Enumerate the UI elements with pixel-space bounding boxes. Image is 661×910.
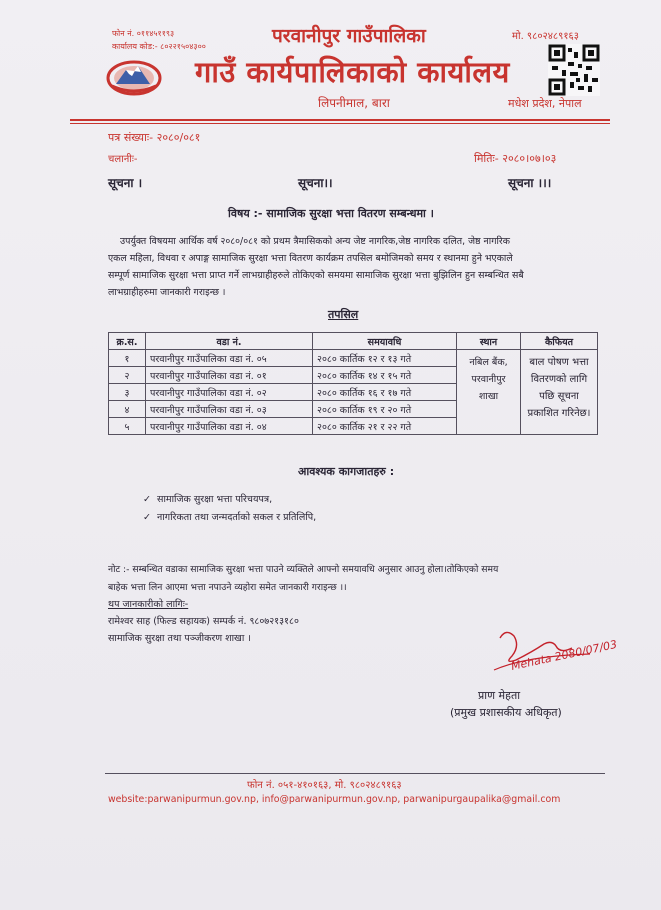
notice-label-2: सूचना।। bbox=[298, 176, 333, 190]
column-header-sn: क्र.स. bbox=[109, 333, 146, 350]
column-header-period: समयावधि bbox=[313, 333, 457, 350]
signature-text: Mehata 2080/07/03 bbox=[509, 637, 619, 673]
table-row bbox=[109, 350, 598, 367]
signatory-name: प्राण मेहता bbox=[478, 689, 521, 702]
table-header-row bbox=[109, 333, 598, 350]
signatory-title: (प्रमुख प्रशासकीय अधिकृत) bbox=[450, 706, 562, 719]
document-item-label: नागरिकता तथा जन्मदर्ताको सकल र प्रतिलिपि, bbox=[157, 512, 317, 523]
header-divider-thin bbox=[70, 123, 610, 124]
reference-number: पत्र संख्याः- २०८०/०८१ bbox=[108, 131, 201, 144]
body-line-4: लाभग्राहीहरुमा जानकारी गराइन्छ । bbox=[108, 287, 226, 298]
remarks-cell bbox=[521, 350, 598, 435]
check-icon: ✓ bbox=[143, 512, 151, 523]
remark-line: बाल पोषण भत्ता bbox=[529, 357, 589, 368]
row-sn: ३ bbox=[109, 384, 146, 401]
footer-web: website:parwanipurmun.gov.np, info@parwanipurmun.gov.np, parwanipurgaupalika@gmail.com bbox=[108, 794, 561, 805]
place-cell bbox=[457, 350, 521, 435]
document-item bbox=[143, 492, 272, 505]
letter-date: मितिः- २०८०।०७।०३ bbox=[474, 152, 557, 165]
notice-label-1: सूचना । bbox=[108, 176, 143, 190]
signature-handwritten bbox=[486, 626, 619, 688]
notice-label-3: सूचना ।।। bbox=[508, 176, 552, 190]
column-header-remarks: कैफियत bbox=[521, 333, 598, 350]
row-period: २०८० कार्तिक १२ र १३ गते bbox=[313, 350, 457, 367]
row-ward: परवानीपुर गाउँपालिका वडा नं. ०४ bbox=[146, 418, 313, 435]
remark-line: पछि सूचना bbox=[539, 391, 579, 402]
footer-phone: फोन नं. ०५१-४१०१६३, मो. ९८०२४८९१६३ bbox=[247, 780, 402, 791]
section-name: सामाजिक सुरक्षा तथा पञ्जीकरण शाखा । bbox=[108, 633, 251, 644]
row-sn: ५ bbox=[109, 418, 146, 435]
body-line-1: उपर्युक्त विषयमा आर्थिक वर्ष २०८०/०८१ को प्रथम त्रैमासिकको अन्य जेष्ट नागरिक,जेष्ठ नागरिक दलित, जेष्ठ नागरिक bbox=[120, 236, 510, 247]
place-line: नबिल बैंक, bbox=[469, 357, 508, 368]
header-location: लिपनीमाल, बारा bbox=[318, 96, 390, 110]
row-ward: परवानीपुर गाउँपालिका वडा नं. ०३ bbox=[146, 401, 313, 418]
remark-line: प्रकाशित गरिनेछ। bbox=[527, 408, 591, 419]
row-period: २०८० कार्तिक १९ र २० गते bbox=[313, 401, 457, 418]
row-ward: परवानीपुर गाउँपालिका वडा नं. ०५ bbox=[146, 350, 313, 367]
municipality-title: परवानीपुर गाउँपालिका bbox=[272, 25, 426, 47]
body-line-2: एकल महिला, विधवा र अपाङ्ग सामाजिक सुरक्षा भत्ता वितरण कार्यक्रम तपसिल बमोजिमको समय र स्थानमा हुने भएकाले bbox=[108, 253, 513, 264]
column-header-place: स्थान bbox=[457, 333, 521, 350]
document-item-label: सामाजिक सुरक्षा भत्ता परिचयपत्र, bbox=[157, 494, 273, 505]
qr-code-icon bbox=[548, 44, 600, 96]
letter-subject: विषय :- सामाजिक सुरक्षा भत्ता वितरण सम्बन्धमा । bbox=[228, 207, 434, 220]
row-period: २०८० कार्तिक १६ र १७ गते bbox=[313, 384, 457, 401]
note-line-2: बाहेक भत्ता लिन आएमा भत्ता नपाउने व्यहोरा समेत जानकारी गराइन्छ ।। bbox=[108, 582, 347, 593]
document-item bbox=[143, 510, 316, 523]
header-province: मधेश प्रदेश, नेपाल bbox=[508, 97, 582, 110]
row-sn: २ bbox=[109, 367, 146, 384]
body-line-3: सम्पूर्ण सामाजिक सुरक्षा भत्ता प्राप्त गर्ने लाभग्राहीहरुले तोकिएको समयमा सामाजिक सुरक्षा भत्ता बुझिलिन हुन सम्बन्धित सबै bbox=[108, 270, 524, 281]
row-ward: परवानीपुर गाउँपालिका वडा नं. ०१ bbox=[146, 367, 313, 384]
row-ward: परवानीपुर गाउँपालिका वडा नं. ०२ bbox=[146, 384, 313, 401]
contact-person: रामेश्वर साह (फिल्ड सहायक) सम्पर्क नं. ९८०७२१३१८० bbox=[108, 616, 299, 627]
details-heading: तपसिल bbox=[328, 308, 359, 321]
schedule-table bbox=[108, 332, 598, 435]
more-info-label: थप जानकारीको लागिः- bbox=[108, 599, 189, 610]
place-line: परवानीपुर bbox=[471, 374, 506, 385]
documents-heading: आवश्यक कागजातहरु : bbox=[298, 465, 395, 478]
header-phone: फोन नं. ०११४५११९३ bbox=[112, 29, 175, 38]
row-sn: ४ bbox=[109, 401, 146, 418]
place-line: शाखा bbox=[478, 391, 499, 402]
check-icon: ✓ bbox=[143, 494, 151, 505]
header-office-code: कार्यालय कोड:- ८०२२१५०४३०० bbox=[112, 42, 206, 51]
note-line-1: नोट :- सम्बन्धित वडाका सामाजिक सुरक्षा भत्ता पाउने व्यक्तिले आफ्नो समयावधि अनुसार आउनु होला।तोकिएको समय bbox=[108, 564, 499, 575]
row-period: २०८० कार्तिक १४ र १५ गते bbox=[313, 367, 457, 384]
dispatch-number: चलानीः- bbox=[108, 154, 138, 165]
header-mobile: मो. ९८०२४८९१६३ bbox=[512, 31, 579, 42]
column-header-ward: वडा नं. bbox=[146, 333, 313, 350]
row-period: २०८० कार्तिक २१ र २२ गते bbox=[313, 418, 457, 435]
header-divider bbox=[70, 119, 610, 121]
footer-divider bbox=[105, 773, 605, 774]
nepal-emblem-logo bbox=[106, 56, 162, 96]
office-name: गाउँ कार्यपालिकाको कार्यालय bbox=[195, 55, 510, 89]
row-sn: १ bbox=[109, 350, 146, 367]
remark-line: वितरणको लागि bbox=[530, 374, 588, 385]
